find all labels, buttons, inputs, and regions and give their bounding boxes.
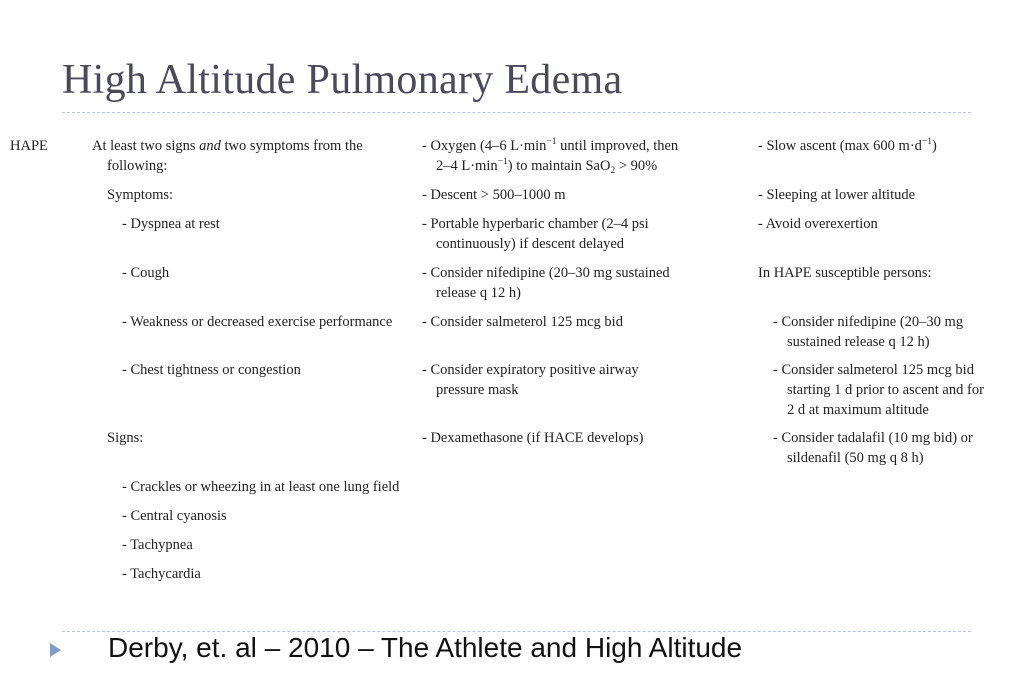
treatment-oxygen-line1: - Oxygen (4–6 $L\cdot\min^{-1}$ until improved, then — [422, 137, 679, 154]
prevention-salmeterol-line2: starting 1 d prior to ascent and for — [787, 382, 984, 398]
symptom-item: - Dyspnea at rest — [122, 216, 220, 232]
symptom-item: - Weakness or decreased exercise performance — [122, 314, 393, 330]
triangle-bullet-icon — [50, 643, 61, 657]
prevention-susceptible-header: In HAPE susceptible persons: — [758, 265, 932, 281]
treatment-chamber-line1: - Portable hyperbaric chamber (2–4 psi — [422, 216, 649, 232]
symptoms-header: Symptoms: — [107, 187, 174, 203]
sign-item: - Crackles or wheezing in at least one lung field — [122, 479, 400, 495]
treatment-nifedipine-line1: - Consider nifedipine (20–30 mg sustained — [422, 265, 670, 281]
sign-item: - Tachycardia — [122, 566, 201, 582]
sign-item: - Tachypnea — [122, 537, 193, 553]
symptom-item: - Chest tightness or congestion — [122, 362, 301, 378]
criteria-intro-line1: At least two signs and two symptoms from the — [92, 138, 363, 154]
treatment-salmeterol: - Consider salmeterol 125 mcg bid — [422, 314, 623, 330]
prevention-slow-ascent: - Slow ascent (max 600 $m\cdot d^{-1}$) — [758, 137, 937, 154]
prevention-overexertion: - Avoid overexertion — [758, 216, 878, 232]
prevention-tadalafil-line1: - Consider tadalafil (10 mg bid) or — [773, 430, 973, 446]
prevention-salmeterol-line1: - Consider salmeterol 125 mcg bid — [773, 362, 974, 378]
prevention-sleeping: - Sleeping at lower altitude — [758, 187, 916, 203]
page-title: High Altitude Pulmonary Edema — [62, 57, 623, 103]
sign-item: - Central cyanosis — [122, 508, 227, 524]
treatment-epap-line1: - Consider expiratory positive airway — [422, 362, 639, 378]
criteria-intro-line2: following: — [107, 158, 168, 174]
treatment-chamber-line2: continuously) if descent delayed — [436, 236, 625, 252]
treatment-epap-line2: pressure mask — [436, 382, 519, 398]
signs-header: Signs: — [107, 430, 144, 446]
condition-label: HAPE — [10, 138, 48, 154]
treatment-dexamethasone: - Dexamethasone (if HACE develops) — [422, 430, 644, 446]
symptom-item: - Cough — [122, 265, 170, 281]
treatment-nifedipine-line2: release q 12 h) — [436, 285, 521, 301]
prevention-tadalafil-line2: sildenafil (50 mg q 8 h) — [787, 450, 924, 466]
footer-citation: Derby, et. al – 2010 – The Athlete and High Altitude — [108, 632, 743, 663]
prevention-nifedipine-line2: sustained release q 12 h) — [787, 334, 930, 350]
prevention-nifedipine-line1: - Consider nifedipine (20–30 mg — [773, 314, 964, 330]
treatment-descent: - Descent > 500–1000 m — [422, 187, 566, 203]
treatment-oxygen-line2: 2–4 $L\cdot\min^{-1}$) to maintain SaO$_2$ > 90% — [436, 157, 658, 176]
prevention-salmeterol-line3: 2 d at maximum altitude — [787, 402, 929, 418]
